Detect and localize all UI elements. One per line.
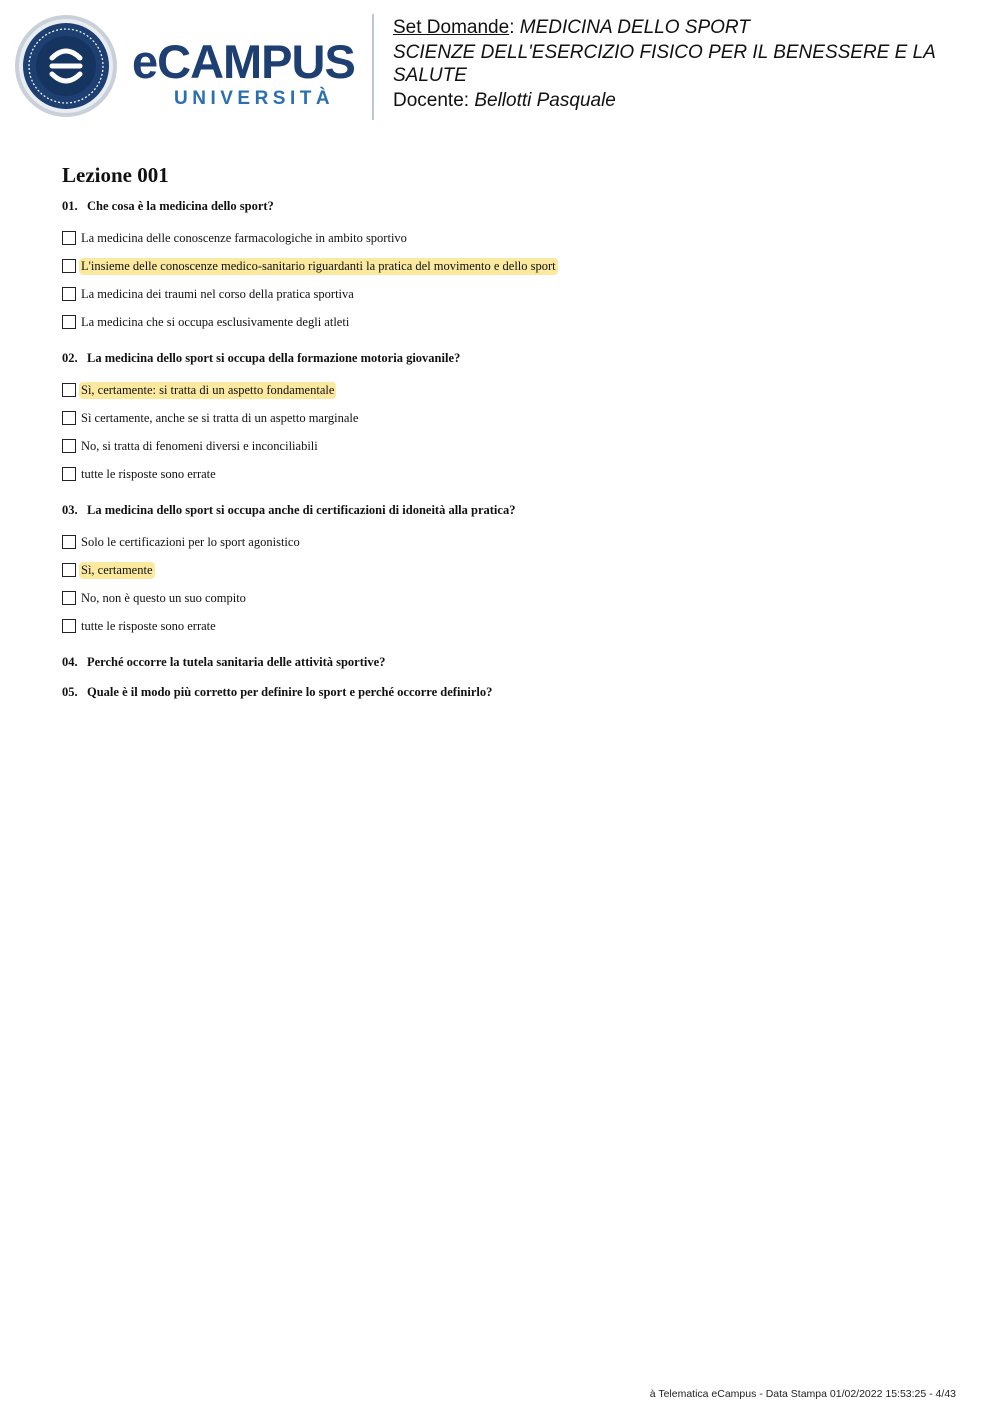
ecampus-seal-logo-icon [14,14,118,118]
set-row [393,16,983,39]
question-number: 05. [62,685,78,699]
set-separator: : [509,17,515,38]
answer-option[interactable] [62,224,962,252]
question-text [62,198,962,214]
question-block [62,684,962,700]
answer-checkbox[interactable] [62,315,76,329]
lesson-title: Lezione 001 [62,163,169,187]
answer-text: La medicina dei traumi nel corso della pratica sportiva [81,286,354,301]
question-label: Perché occorre la tutela sanitaria delle attività sportive? [87,655,386,669]
question-text [62,502,962,518]
answer-checkbox[interactable] [62,563,76,577]
question-block [62,502,962,640]
answer-option[interactable] [62,528,962,556]
answer-option[interactable] [62,308,962,336]
answer-option[interactable] [62,404,962,432]
question-label: La medicina dello sport si occupa della formazione motoria giovanile? [87,351,461,365]
answer-checkbox[interactable] [62,591,76,605]
answer-option[interactable] [62,432,962,460]
answer-checkbox[interactable] [62,411,76,425]
answer-text: No, si tratta di fenomeni diversi e inconciliabili [81,438,318,453]
answer-text-highlighted: Sì, certamente: si tratta di un aspetto fondamentale [81,382,335,397]
quiz-content [62,162,962,714]
answer-text: Sì certamente, anche se si tratta di un aspetto marginale [81,410,359,425]
answer-checkbox[interactable] [62,287,76,301]
answer-text: tutte le risposte sono errate [81,618,216,633]
question-text [62,654,962,670]
answer-text: Solo le certificazioni per lo sport agonistico [81,534,300,549]
question-text [62,350,962,366]
answer-checkbox[interactable] [62,439,76,453]
answer-checkbox[interactable] [62,619,76,633]
answer-option[interactable] [62,460,962,488]
answer-checkbox[interactable] [62,535,76,549]
answer-text: tutte le risposte sono errate [81,466,216,481]
page-footer: à Telematica eCampus - Data Stampa 01/02/2022 15:53:25 - 4/43 [649,1388,956,1400]
answer-text-highlighted: L'insieme delle conoscenze medico-sanitario riguardanti la pratica del movimento e dello sport [81,258,556,273]
degree-row [393,41,983,87]
degree-name: SCIENZE DELL'ESERCIZIO FISICO PER IL BENESSERE E LA SALUTE [393,42,936,86]
answer-checkbox[interactable] [62,383,76,397]
question-label: Quale è il modo più corretto per definire lo sport e perché occorre definirlo? [87,685,493,699]
question-block [62,350,962,488]
answer-checkbox[interactable] [62,231,76,245]
answer-checkbox[interactable] [62,259,76,273]
answer-option[interactable] [62,280,962,308]
header-divider [372,14,374,120]
answer-text: No, non è questo un suo compito [81,590,246,605]
answer-text: La medicina delle conoscenze farmacologiche in ambito sportivo [81,230,407,245]
teacher-label: Docente: [393,90,470,111]
answer-option[interactable] [62,252,962,280]
question-list [62,198,962,700]
question-block [62,654,962,670]
ecampus-logo [14,14,364,118]
question-text [62,684,962,700]
question-number: 03. [62,503,78,517]
question-label: La medicina dello sport si occupa anche di certificazioni di idoneità alla pratica? [87,503,516,517]
set-label: Set Domande [393,17,510,38]
answer-option[interactable] [62,376,962,404]
header-info [393,16,983,112]
teacher-row [393,89,983,112]
question-block [62,198,962,336]
question-label: Che cosa è la medicina dello sport? [87,199,274,213]
answer-checkbox[interactable] [62,467,76,481]
course-name: MEDICINA DELLO SPORT [519,17,750,38]
answer-option[interactable] [62,584,962,612]
question-number: 04. [62,655,78,669]
answer-option[interactable] [62,612,962,640]
page-header [0,0,1000,130]
answer-text-highlighted: Sì, certamente [81,562,153,577]
logo-wordmark: eCAMPUS [132,35,355,88]
question-number: 01. [62,199,78,213]
logo-subtitle: UNIVERSITÀ [174,88,335,109]
answer-option[interactable] [62,556,962,584]
teacher-name: Bellotti Pasquale [474,90,616,111]
question-number: 02. [62,351,78,365]
answer-text: La medicina che si occupa esclusivamente degli atleti [81,314,350,329]
